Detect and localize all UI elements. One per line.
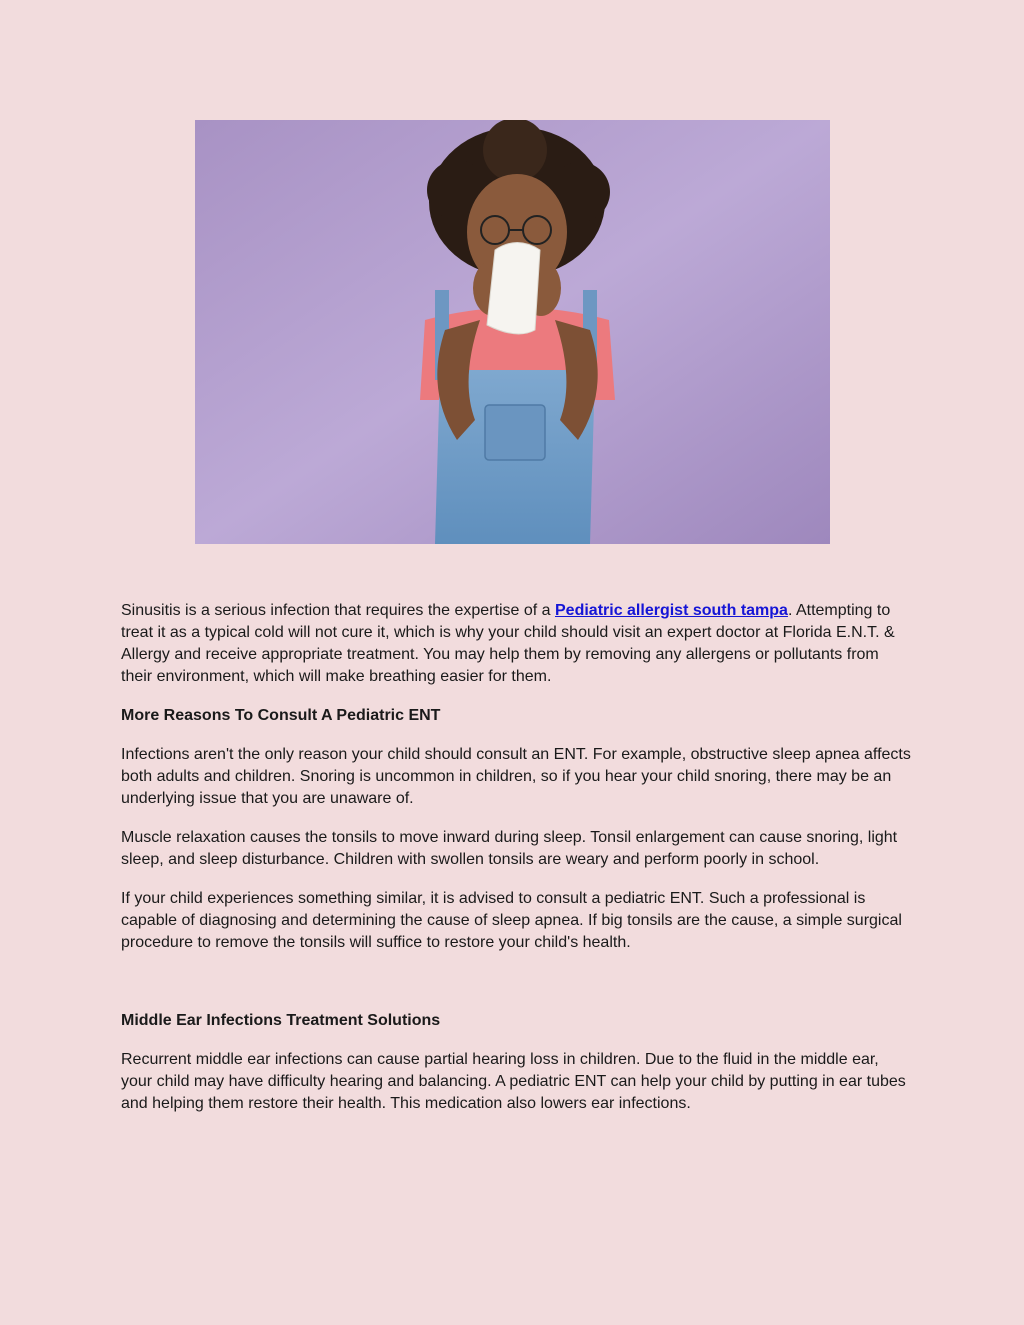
pediatric-allergist-link[interactable]: Pediatric allergist south tampa bbox=[555, 602, 788, 619]
intro-text-before: Sinusitis is a serious infection that requires the expertise of a bbox=[121, 602, 555, 619]
section1-paragraph: Muscle relaxation causes the tonsils to move inward during sleep. Tonsil enlargement can cause snoring, light sleep, and sleep disturbance. Children with swollen tonsils are weary and perform poorly in school. bbox=[121, 829, 898, 868]
hero-photo bbox=[195, 120, 830, 544]
girl-with-tissue-illustration bbox=[195, 120, 830, 544]
section2-paragraph: Recurrent middle ear infections can cause partial hearing loss in children. Due to the fluid in the middle ear, your child may have difficulty hearing and balancing. A pediatric ENT can help your child by putting in ear tubes and helping them restore their health. This medication also lowers ear infections. bbox=[121, 1051, 906, 1112]
intro-paragraph bbox=[121, 600, 911, 688]
intro-text-after: . Attempting to treat it as a typical cold will not cure it, which is why your child should visit an expert doctor at Florida E.N.T. & Allergy and receive appropriate treatment. You may help them by removing any allergens or pollutants from their environment, which will make breathing easier for them. bbox=[121, 602, 895, 685]
section-heading-more-reasons: More Reasons To Consult A Pediatric ENT bbox=[121, 707, 441, 724]
section-heading-middle-ear: Middle Ear Infections Treatment Solutions bbox=[121, 1012, 441, 1029]
section1-paragraph: If your child experiences something similar, it is advised to consult a pediatric ENT. Such a professional is capable of diagnosing and determining the cause of sleep apnea. If big tonsils are the cause, a simple surgical procedure to remove the tonsils will suffice to restore your child's health. bbox=[121, 890, 902, 951]
section1-paragraph: Infections aren't the only reason your child should consult an ENT. For example, obstructive sleep apnea affects both adults and children. Snoring is uncommon in children, so if you hear your child snoring, there may be an underlying issue that you are unaware of. bbox=[121, 746, 911, 807]
section-spacer bbox=[121, 971, 911, 1010]
article-body bbox=[121, 600, 911, 1132]
